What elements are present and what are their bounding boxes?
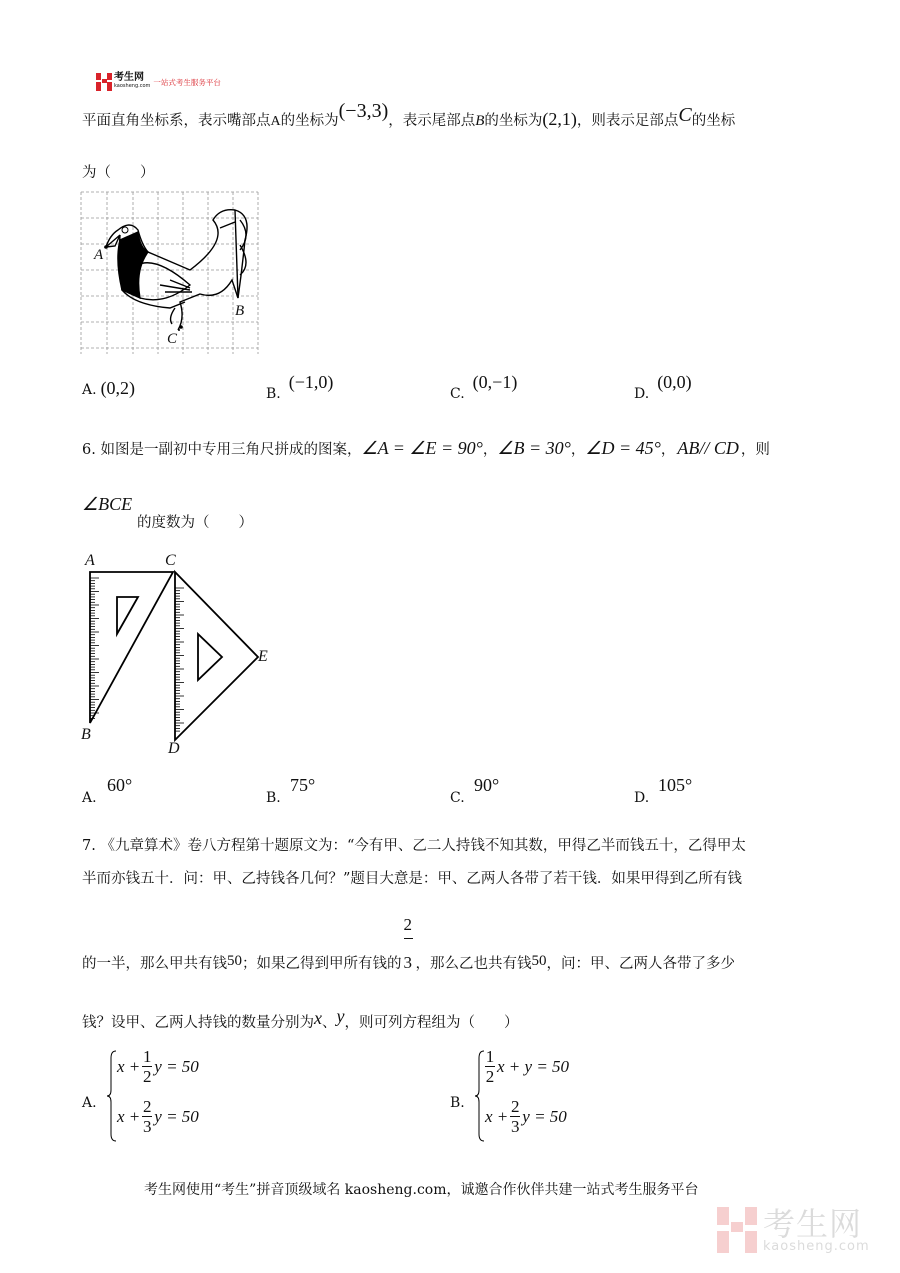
label-c: C (167, 331, 178, 347)
point-c: C (678, 104, 692, 126)
text: ，则表示足部点 (576, 113, 679, 129)
q6-angle-bce: ∠BCE (82, 494, 133, 514)
option-label: C. (450, 386, 465, 402)
option-value: 105° (658, 775, 693, 795)
option-label: B. (450, 1095, 465, 1111)
label-a: A (85, 552, 95, 569)
option-label: C. (450, 790, 465, 806)
text: 钱？设甲、乙两人持钱的数量分别为 (82, 1015, 314, 1031)
option-label: A. (82, 382, 97, 398)
equation-1 (483, 1048, 569, 1085)
eq-part: y = 50 (522, 1106, 567, 1126)
fraction (510, 1098, 520, 1135)
header-logo (96, 73, 221, 91)
watermark-en: kaosheng.com (763, 1238, 870, 1254)
math: ∠D = 45° (585, 438, 661, 458)
q5-option-a[interactable] (82, 378, 135, 399)
fraction-two-thirds (402, 915, 416, 973)
option-label: D. (634, 790, 650, 806)
numerator: 1 (485, 1047, 495, 1066)
q7-line4 (82, 1006, 519, 1032)
option-label: B. (266, 790, 281, 806)
option-label: A. (82, 790, 97, 806)
text: ，则可列方程组为（ ） (344, 1015, 519, 1031)
denominator: 3 (143, 1117, 152, 1136)
eq-part: x + (117, 1056, 141, 1076)
q5-option-b[interactable] (266, 372, 334, 402)
text: ，则 (740, 442, 770, 458)
watermark-mark-icon (717, 1207, 757, 1253)
equation-2 (485, 1098, 567, 1135)
numerator: 1 (143, 1047, 152, 1066)
option-value: 60° (107, 775, 133, 795)
fraction (142, 1048, 152, 1085)
numerator: 2 (143, 1097, 152, 1116)
var-y: y (336, 1006, 345, 1026)
denominator: 3 (403, 953, 412, 972)
label-b: B (235, 303, 245, 319)
label-e: E (258, 648, 268, 665)
label-d: D (168, 740, 180, 757)
var-x: x (314, 1008, 322, 1028)
equation-1 (117, 1048, 199, 1085)
fraction (142, 1098, 152, 1135)
numerator: 2 (511, 1097, 520, 1116)
coord-a: (−3,3) (338, 100, 389, 122)
text: ， (570, 442, 586, 458)
q7-line3 (82, 915, 735, 973)
equation-2 (117, 1098, 199, 1135)
q5-option-c[interactable] (450, 372, 518, 402)
label-b: B (81, 726, 91, 743)
text: ；如果乙得到甲所有钱的 (242, 956, 402, 972)
math: ∠A = ∠E = 90° (361, 438, 483, 458)
option-label: A. (82, 1095, 97, 1111)
option-label: D. (634, 386, 650, 402)
q5-option-d[interactable] (634, 372, 692, 402)
text: 的坐标为 (280, 113, 339, 129)
option-value: (−1,0) (288, 372, 334, 392)
text: ， (660, 442, 676, 458)
text: 、 (322, 1015, 337, 1031)
text: 的一半，那么甲共有钱 (82, 956, 227, 972)
q7-line1: 7. 《九章算术》卷八方程第十题原文为：“今有甲、乙二人持钱不知其数，甲得乙半而钱五十，乙得甲太 (82, 838, 746, 854)
text: ， (482, 442, 498, 458)
logo-cn: 考生网 (114, 72, 144, 83)
logo-en: kaosheng.com (114, 83, 151, 89)
q7-option-b[interactable] (450, 1045, 810, 1145)
q7-line2: 半而亦钱五十．问：甲、乙持钱各几何？”题目大意是：甲、乙两人各带了若干钱．如果甲得到乙所有钱 (82, 871, 742, 887)
text: ，那么乙也共有钱 (415, 956, 532, 972)
option-label: B. (266, 386, 281, 402)
option-value: (0,0) (657, 372, 692, 392)
q5-line1 (82, 100, 736, 131)
option-value: (0,2) (100, 378, 136, 398)
option-value: 90° (474, 775, 500, 795)
footer-text: 考生网使用“考生”拼音顶级域名 kaosheng.com，诚邀合作伙伴共建一站式考生服务平台 (144, 1182, 699, 1198)
text: 平面直角坐标系，表示嘴部点 (82, 113, 271, 129)
triangle-rulers-figure (80, 560, 270, 750)
q7-option-a[interactable] (82, 1045, 442, 1145)
denominator: 3 (511, 1117, 520, 1136)
fraction (485, 1048, 495, 1085)
eq-part: y = 50 (154, 1106, 199, 1126)
number: 50 (227, 953, 242, 969)
label-c: C (165, 552, 176, 569)
eq-part: x + y = 50 (497, 1056, 570, 1076)
eq-part: y = 50 (154, 1056, 199, 1076)
eq-part: x + (117, 1106, 141, 1126)
watermark-cn: 考生网 (763, 1204, 863, 1243)
denominator: 2 (143, 1067, 152, 1086)
text: 的坐标 (691, 113, 736, 129)
text: 的坐标为 (484, 113, 543, 129)
denominator: 2 (485, 1067, 495, 1086)
q5-line2: 为（ ） (82, 165, 155, 181)
text: ，问：甲、乙两人各带了多少 (546, 956, 735, 972)
label-a: A (94, 247, 104, 263)
logo-mark-icon (96, 73, 112, 91)
coord-b: (2,1) (542, 109, 577, 129)
q6-line2: 的度数为（ ） (137, 515, 253, 531)
math: ∠B = 30° (497, 438, 571, 458)
text: 6. 如图是一副初中专用三角尺拼成的图案， (82, 442, 362, 458)
watermark-logo (717, 1204, 870, 1254)
q6-line1 (82, 438, 770, 459)
point-b: B (475, 113, 485, 129)
slogan: 一站式考生服务平台 (153, 77, 221, 87)
option-value: (0,−1) (472, 372, 518, 392)
text: ，表示尾部点 (388, 113, 476, 129)
number: 50 (531, 953, 547, 969)
numerator: 2 (403, 915, 412, 934)
eq-part: x + (485, 1106, 509, 1126)
point-a: A (270, 114, 281, 129)
option-value: 75° (290, 775, 316, 795)
math: AB// CD (677, 438, 739, 458)
